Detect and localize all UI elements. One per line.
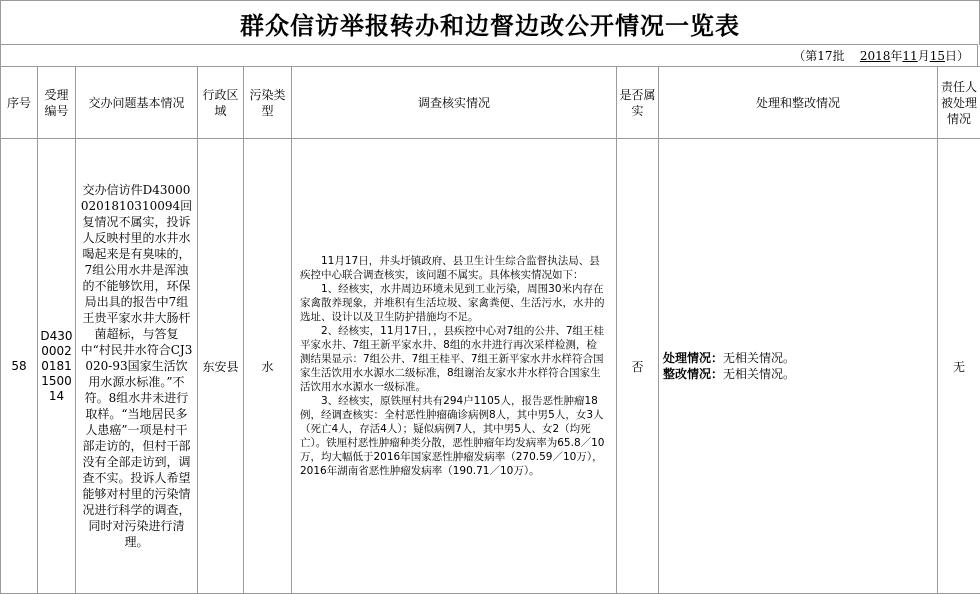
batch-year-suffix: 年 <box>890 47 902 64</box>
cell-district[interactable]: 东安县 <box>198 139 244 594</box>
header-accountability[interactable]: 责任人被处理情况 <box>938 67 980 139</box>
handling-rectification-label: 整改情况： <box>663 367 723 381</box>
header-pollution-type[interactable]: 污染类型 <box>244 67 292 139</box>
investigation-paragraph: 11月17日，井头圩镇政府、县卫生计生综合监督执法局、县疾控中心联合调查核实，该问题不属实。具体核实情况如下： <box>300 254 606 282</box>
cell-case-no[interactable]: D43000020181150014 <box>38 139 76 594</box>
table-row <box>1 139 980 594</box>
table-header-row <box>1 67 980 139</box>
cell-handling[interactable] <box>659 139 938 594</box>
batch-day-suffix: 日） <box>945 47 969 64</box>
handling-processing-value: 无相关情况。 <box>723 351 795 365</box>
batch-info <box>0 44 978 66</box>
batch-month: 11 <box>902 49 917 63</box>
header-verified[interactable]: 是否属实 <box>617 67 659 139</box>
header-case-no[interactable]: 受理编号 <box>38 67 76 139</box>
handling-processing-line <box>663 350 937 366</box>
header-district[interactable]: 行政区域 <box>198 67 244 139</box>
cell-verified[interactable]: 否 <box>617 139 659 594</box>
cell-pollution-type[interactable]: 水 <box>244 139 292 594</box>
page-title: 群众信访举报转办和边督边改公开情况一览表 <box>0 0 980 45</box>
complaint-table <box>0 66 980 594</box>
header-investigation[interactable]: 调查核实情况 <box>292 67 617 139</box>
header-seq[interactable]: 序号 <box>1 67 38 139</box>
handling-processing-label: 处理情况： <box>663 351 723 365</box>
batch-label: （第17批 <box>793 47 844 64</box>
investigation-paragraph: 3、经核实，原铁厘村共有294户1105人，报告恶性肿瘤18例，经调查核实：全村恶性肿瘤确诊病例8人，其中男5人，女3人（死亡4人，存活4人）；疑似病例7人，其中男5人、女2（均死亡）。铁厘村恶性肿瘤种类分散，恶性肿瘤年均发病率为65.8／10万，均大幅低于2016年国家恶性肿瘤发病率（270.59／10万），2016年湖南省恶性肿瘤发病率（190.71／10万）。 <box>300 394 606 478</box>
handling-rectification-value: 无相关情况。 <box>723 367 795 381</box>
investigation-paragraph: 2、经核实，11月17日，，县疾控中心对7组的公井、7组王桂平家水井、7组王新平家水井、8组的水井进行再次采样检测，检测结果显示：7组公井、7组王桂平、7组王新平家水井水样符合国家生活饮用水水源水二级标准，8组谢治友家水井水样符合国家生活饮用水水源水一级标准。 <box>300 324 606 394</box>
header-handling[interactable]: 处理和整改情况 <box>659 67 938 139</box>
cell-accountability[interactable]: 无 <box>938 139 980 594</box>
handling-rectification-line <box>663 366 937 382</box>
batch-year: 2018 <box>860 49 891 63</box>
cell-investigation[interactable] <box>292 139 617 594</box>
cell-complaint[interactable]: 交办信访件D430000201810310094回复情况不属实，投诉人反映村里的水井水喝起来是有臭味的，7组公用水井是浑浊的不能够饮用，环保局出具的报告中7组王贵平家水井大肠杆菌超标，与答复中“村民井水符合CJ3020-93国家生活饮用水源水标准。”不符。8组水井未进行取样。“当地居民多人患癌”一项是村干部走访的，但村干部没有全部走访到，调查不实。投诉人希望能够对村里的污染情况进行科学的调查，同时对污染进行清理。 <box>76 139 198 594</box>
header-complaint[interactable]: 交办问题基本情况 <box>76 67 198 139</box>
batch-day: 15 <box>930 49 945 63</box>
investigation-paragraph: 1、经核实，水井周边环境未见到工业污染，周围30米内存在家禽散养现象，并堆积有生活垃圾、家禽粪便、生活污水，水井的选址、设计以及卫生防护措施均不足。 <box>300 282 606 324</box>
batch-month-suffix: 月 <box>918 47 930 64</box>
cell-seq[interactable]: 58 <box>1 139 38 594</box>
